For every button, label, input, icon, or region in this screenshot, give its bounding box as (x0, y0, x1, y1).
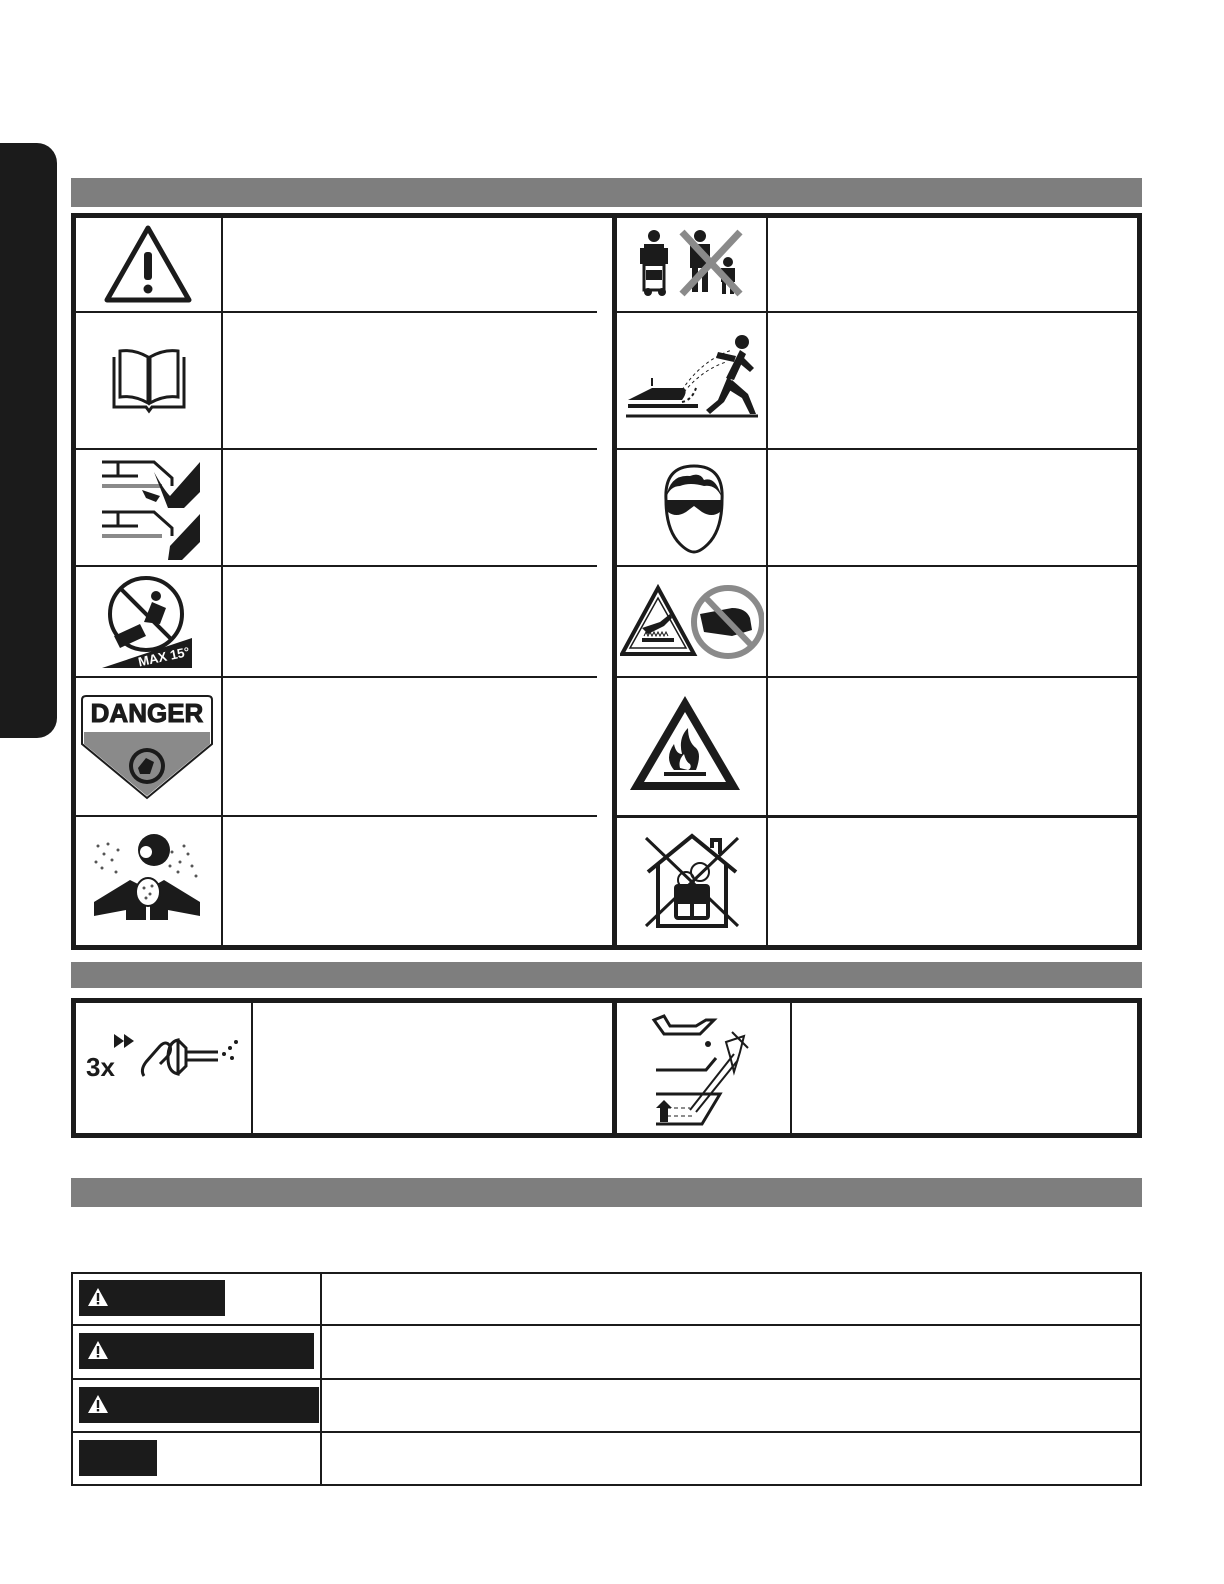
divider (74, 676, 597, 678)
divider (74, 311, 597, 313)
danger-blade-decal-icon (80, 692, 214, 802)
primer-count-label: 3x (86, 1052, 115, 1080)
slope-label: MAX 15° (136, 643, 191, 670)
primer-3x-icon (82, 1030, 242, 1080)
divider (74, 448, 597, 450)
keep-bystanders-away-icon (636, 226, 746, 298)
divider (615, 448, 1138, 450)
divider (615, 565, 1138, 567)
signal-word-badge (79, 1440, 157, 1476)
divider (221, 216, 223, 947)
side-section-tab (0, 143, 57, 738)
divider (251, 1001, 253, 1135)
blade-cut-hazard-icon (98, 456, 204, 562)
divider (72, 1378, 1141, 1380)
fire-hazard-icon (626, 692, 744, 794)
alert-triangle-icon (87, 1394, 109, 1414)
no-indoor-use-icon (640, 832, 744, 930)
divider (615, 815, 1138, 818)
symbols-section-header (71, 178, 1142, 207)
divider (72, 1431, 1141, 1433)
signal-word-badge (79, 1333, 314, 1369)
signal-word-badge (79, 1280, 225, 1316)
eye-protection-icon (660, 460, 728, 554)
signal-word-badge (79, 1387, 319, 1423)
signal-words-section-header (71, 1178, 1142, 1207)
divider (615, 311, 1138, 313)
alert-triangle-icon (87, 1287, 109, 1307)
safety-alert-icon (103, 224, 193, 304)
read-manual-icon (106, 347, 192, 415)
divider (766, 216, 768, 947)
divider (790, 1001, 792, 1135)
controls-section-header (71, 962, 1142, 988)
danger-decal-label: DANGER (90, 698, 204, 728)
slope-max-15-icon (100, 574, 194, 670)
hot-surface-icon (620, 584, 764, 660)
oil-check-icon (650, 1012, 754, 1126)
divider (74, 815, 597, 817)
divider (72, 1324, 1141, 1326)
divider (74, 565, 597, 567)
alert-triangle-icon (87, 1340, 109, 1360)
divider (615, 676, 1138, 678)
thrown-objects-icon (622, 330, 762, 422)
carbon-monoxide-icon (92, 832, 202, 924)
